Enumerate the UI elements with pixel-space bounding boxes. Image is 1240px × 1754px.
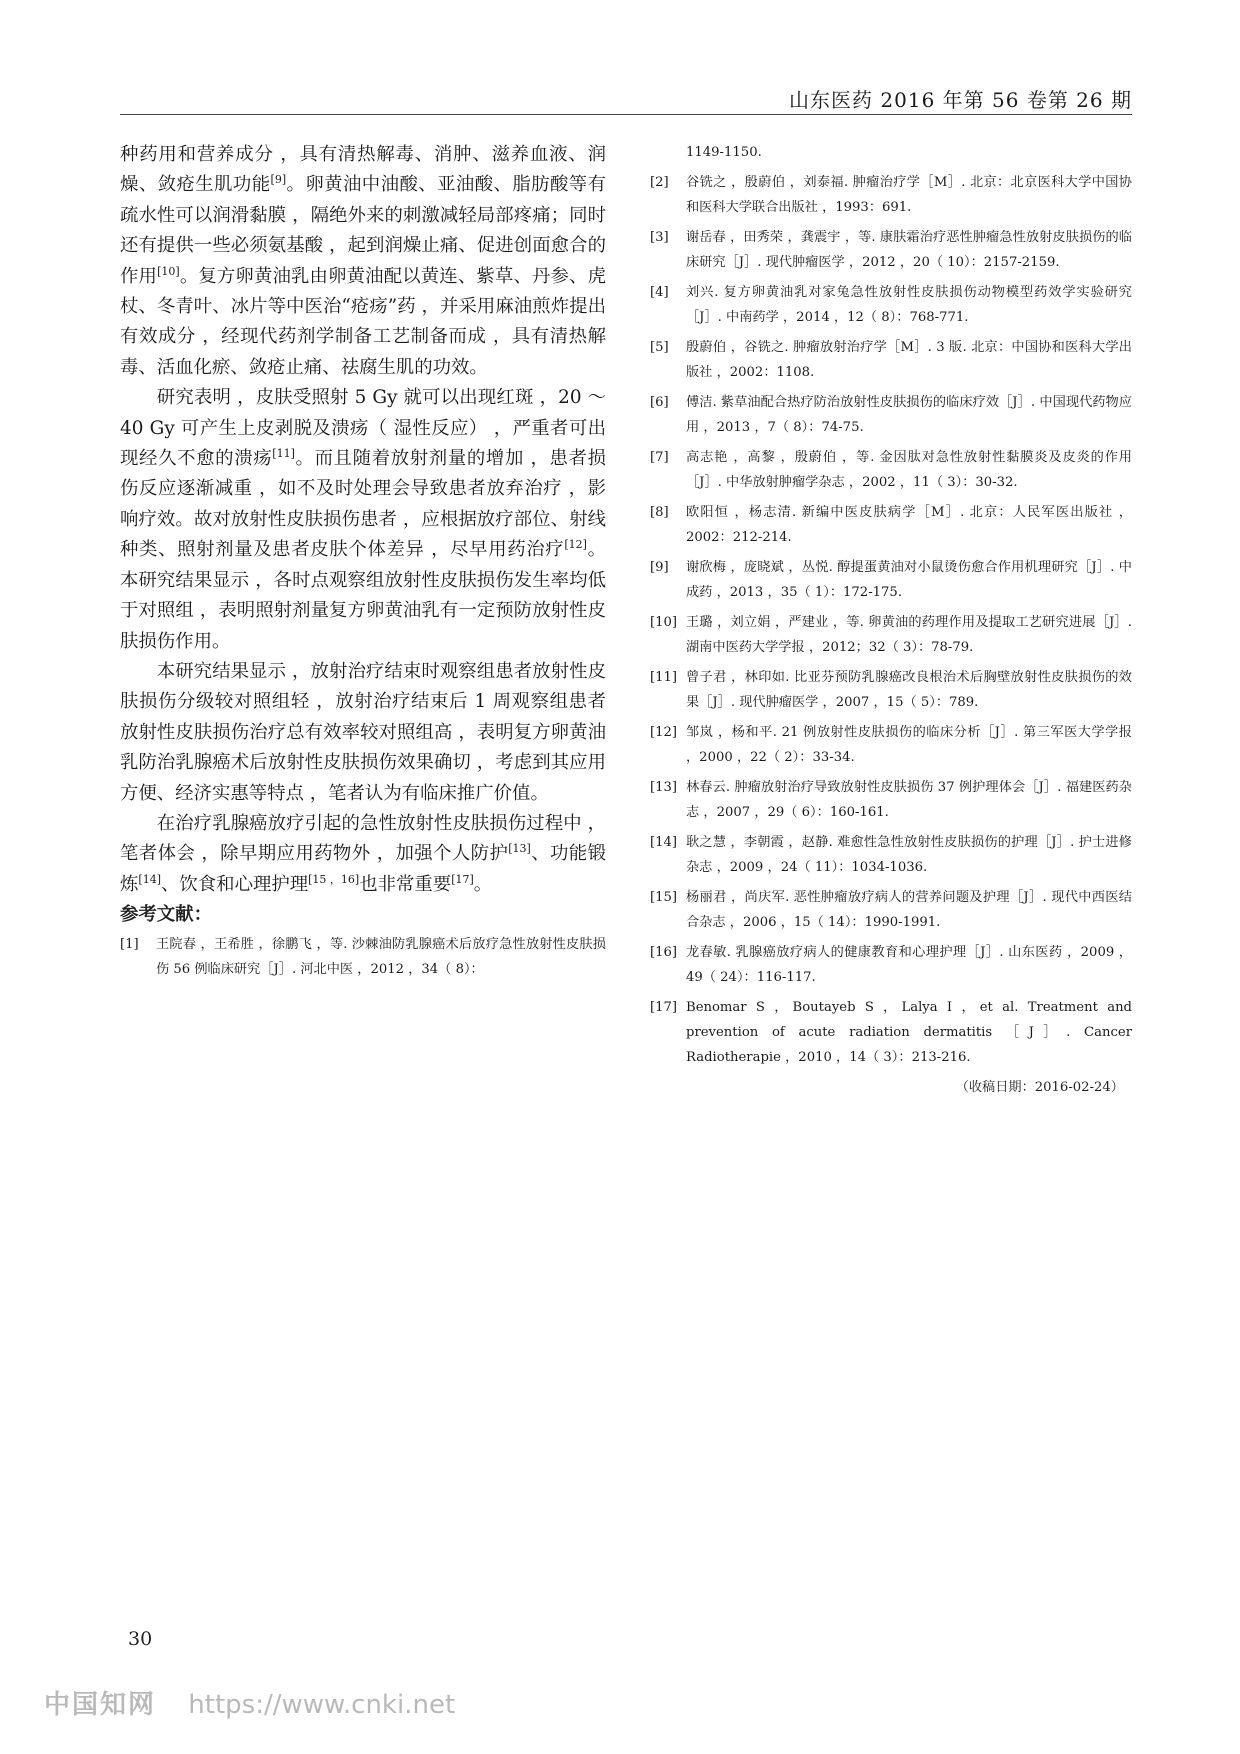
- cnki-watermark: [44, 1684, 455, 1721]
- citation-13[interactable]: [13]: [508, 842, 531, 856]
- body-paragraph-1: [120, 140, 606, 383]
- text-span: 种药用和营养成分 ，具有清热解毒、消肿、滋养血液、润燥、敛疮生肌功能: [120, 144, 606, 196]
- reference-text: 谢岳春 ，田秀荣 ，龚震宇 ，等. 康肤霜治疗恶性肿瘤急性放射皮肤损伤的临床研究［J］. 现代肿瘤医学 ，2012 ，20（ 10）：2157-2159.: [686, 230, 1132, 270]
- reference-number: [13]: [650, 780, 678, 795]
- reference-text: 耿之慧 ，李朝霞 ，赵静. 难愈性急性放射性皮肤损伤的护理［J］. 护士进修杂志 ，2009 ，24（ 11）：1034-1036.: [686, 835, 1132, 875]
- reference-number: [6]: [650, 395, 669, 410]
- left-column: [120, 140, 606, 987]
- reference-item: [650, 885, 1132, 935]
- header-divider: [120, 114, 1132, 115]
- reference-item: [650, 720, 1132, 770]
- text-span: 也非常重要: [359, 873, 452, 895]
- reference-number: [2]: [650, 175, 669, 190]
- reference-text: 刘兴. 复方卵黄油乳对家兔急性放射性皮肤损伤动物模型药效学实验研究［J］. 中南药学 ，2014 ，12（ 8）：768-771.: [686, 285, 1132, 325]
- reference-item: [650, 610, 1132, 660]
- reference-number: [3]: [650, 230, 669, 245]
- reference-number: [7]: [650, 450, 669, 465]
- reference-text: 王璐 ，刘立娟 ，严建业 ，等. 卵黄油的药理作用及提取工艺研究进展［J］. 湖南中医药大学学报 ，2012；32（ 3）：78-79.: [686, 615, 1132, 655]
- reference-number: [4]: [650, 285, 669, 300]
- text-span: 、功能锻炼: [120, 843, 606, 895]
- reference-number: [15]: [650, 890, 678, 905]
- text-span: 、饮食和心理护理: [161, 873, 309, 895]
- reference-item: [650, 775, 1132, 825]
- reference-text: 殷蔚伯 ，谷铣之. 肿瘤放射治疗学［M］. 3 版. 北京：中国协和医科大学出版社 ，2002：1108.: [686, 340, 1132, 380]
- body-paragraph-3: 本研究结果显示 ，放射治疗结束时观察组患者放射性皮肤损伤分级较对照组轻 ，放射治疗结束后 1 周观察组患者放射性皮肤损伤治疗总有效率较对照组高 ，表明复方卵黄油乳防治乳腺癌术后放射性皮肤损伤效果确切 ，考虑到其应用方便、经济实惠等特点 ，笔者认为有临床推广价值。: [120, 660, 606, 804]
- citation-9[interactable]: [9]: [270, 173, 287, 187]
- reference-item: [650, 335, 1132, 385]
- received-date: （收稿日期：2016-02-24）: [955, 1080, 1124, 1095]
- reference-number: [11]: [650, 670, 678, 685]
- right-column: [650, 140, 1132, 1095]
- body-paragraph-4: [120, 809, 606, 900]
- cnki-logo: 中国知网: [44, 1690, 157, 1720]
- reference-item: [650, 940, 1132, 990]
- reference-number: [9]: [650, 560, 669, 575]
- reference-text: 曾子君 ，林印如. 比亚芬预防乳腺癌改良根治术后胸壁放射性皮肤损伤的效果［J］. 现代肿瘤医学 ，2007 ，15（ 5）：789.: [686, 670, 1132, 710]
- reference-number: [10]: [650, 615, 678, 630]
- reference-text: 林春云. 肿瘤放射治疗导致放射性皮肤损伤 37 例护理体会［J］. 福建医药杂志 ，2007 ，29（ 6）：160-161.: [686, 780, 1132, 820]
- reference-item: [650, 170, 1132, 220]
- citation-14[interactable]: [14]: [138, 872, 161, 886]
- reference-number: [5]: [650, 340, 669, 355]
- reference-text: 谢欣梅 ，庞晓斌 ，丛悦. 醇提蛋黄油对小鼠烫伤愈合作用机理研究［J］. 中成药 ，2013 ，35（ 1）：172-175.: [686, 560, 1132, 600]
- running-header: [120, 84, 1132, 124]
- journal-issue-label: 山东医药 2016 年第 56 卷第 26 期: [789, 88, 1132, 112]
- reference-text: 杨丽君 ，尚庆军. 恶性肿瘤放疗病人的营养问题及护理［J］. 现代中西医结合杂志 ，2006 ，15（ 14）：1990-1991.: [686, 890, 1132, 930]
- reference-item: [650, 225, 1132, 275]
- reference-1-continuation: 1149-1150.: [686, 145, 762, 160]
- cnki-url[interactable]: https://www.cnki.net: [188, 1690, 456, 1720]
- reference-item: [650, 390, 1132, 440]
- page-number: 30: [128, 1628, 153, 1650]
- text-span: 。而且随着放射剂量的增加 ，患者损伤反应逐渐减重 ，如不及时处理会导致患者放弃治疗 ，影响疗效。故对放射性皮肤损伤患者 ，应根据放疗部位、射线种类、照射剂量及患者皮肤个体差异 ，尽早用药治疗: [120, 448, 606, 561]
- text-span: 在治疗乳腺癌放疗引起的急性放射性皮肤损伤过程中 ，笔者体会 ，除早期应用药物外 ，加强个人防护: [120, 812, 606, 865]
- reference-text: 龙春敏. 乳腺癌放疗病人的健康教育和心理护理［J］. 山东医药 ，2009 ，49（ 24）：116-117.: [686, 945, 1132, 985]
- reference-text: 邹岚 ，杨和平. 21 例放射性皮肤损伤的临床分析［J］. 第三军医大学学报 ，2000 ，22（ 2）：33-34.: [686, 725, 1132, 765]
- reference-1: [120, 932, 606, 982]
- reference-text: 欧阳恒 ，杨志清. 新编中医皮肤病学［M］. 北京：人民军医出版社 ，2002：212-214.: [686, 505, 1132, 545]
- reference-item: [650, 995, 1132, 1070]
- citation-10[interactable]: [10]: [157, 264, 180, 278]
- text-span: 。卵黄油中油酸、亚油酸、脂肪酸等有疏水性可以润滑黏膜 ，隔绝外来的刺激减轻局部疼痛；同时还有提供一些必须氨基酸 ，起到润燥止痛、促进创面愈合的作用: [120, 174, 606, 287]
- reference-text: 傅洁. 紫草油配合热疗防治放射性皮肤损伤的临床疗效［J］. 中国现代药物应用 ，2013 ，7（ 8）：74-75.: [686, 395, 1132, 435]
- reference-number: [12]: [650, 725, 678, 740]
- reference-number: [1]: [120, 937, 139, 953]
- reference-text: Benomar S ，Boutayeb S ，Lalya I ，et al. Treatment and prevention of acute radiation dermatitis ［J］. Cancer Radiotherapie ，2010 ，14（ 3）：213-216.: [686, 1000, 1132, 1065]
- reference-item: [650, 280, 1132, 330]
- reference-number: [17]: [650, 1000, 678, 1015]
- reference-text: 谷铣之 ，殷蔚伯 ，刘泰福. 肿瘤治疗学［M］. 北京：北京医科大学中国协和医科大学联合出版社 ，1993：691.: [686, 175, 1132, 215]
- citation-11[interactable]: [11]: [272, 446, 295, 460]
- body-paragraph-2: [120, 383, 606, 657]
- citation-17[interactable]: [17]: [451, 872, 474, 886]
- reference-list: [650, 170, 1132, 1070]
- text-span: 研究表明 ，皮肤受照射 5 Gy 就可以出现红斑 ，20 ～40 Gy 可产生上皮剥脱及溃疡（ 湿性反应） ，严重者可出现经久不愈的溃疡: [120, 387, 606, 470]
- text-span: 。本研究结果显示 ，各时点观察组放射性皮肤损伤发生率均低于对照组 ，表明照射剂量复方卵黄油乳有一定预防放射性皮肤损伤作用。: [120, 539, 606, 652]
- reference-text: 王院春 ，王希胜 ，徐鹏飞 ，等. 沙棘油防乳腺癌术后放疗急性放射性皮肤损伤 56 例临床研究［J］. 河北中医 ，2012 ，34（ 8）：: [156, 937, 606, 978]
- citation-15-16[interactable]: [15 ，16]: [308, 872, 360, 886]
- text-span: 。复方卵黄油乳由卵黄油配以黄连、紫草、丹参、虎杖、冬青叶、冰片等中医治“疮疡”药 ，并采用麻油煎炸提出有效成分 ，经现代药剂学制备工艺制备而成 ，具有清热解毒、活血化瘀、敛疮止痛、祛腐生肌的功效。: [120, 265, 606, 378]
- reference-number: [8]: [650, 505, 669, 520]
- reference-item: [650, 445, 1132, 495]
- reference-text: 高志艳 ，高黎 ，殷蔚伯 ，等. 金因肽对急性放射性黏膜炎及皮炎的作用［J］. 中华放射肿瘤学杂志 ，2002 ，11（ 3）：30-32.: [686, 450, 1132, 490]
- reference-number: [14]: [650, 835, 678, 850]
- reference-item: [650, 665, 1132, 715]
- reference-item: [650, 830, 1132, 880]
- reference-item: [650, 500, 1132, 550]
- citation-12[interactable]: [12]: [564, 538, 587, 552]
- reference-number: [16]: [650, 945, 678, 960]
- references-heading: 参考文献：: [120, 904, 212, 926]
- text-span: 。: [473, 873, 493, 895]
- reference-item: [650, 555, 1132, 605]
